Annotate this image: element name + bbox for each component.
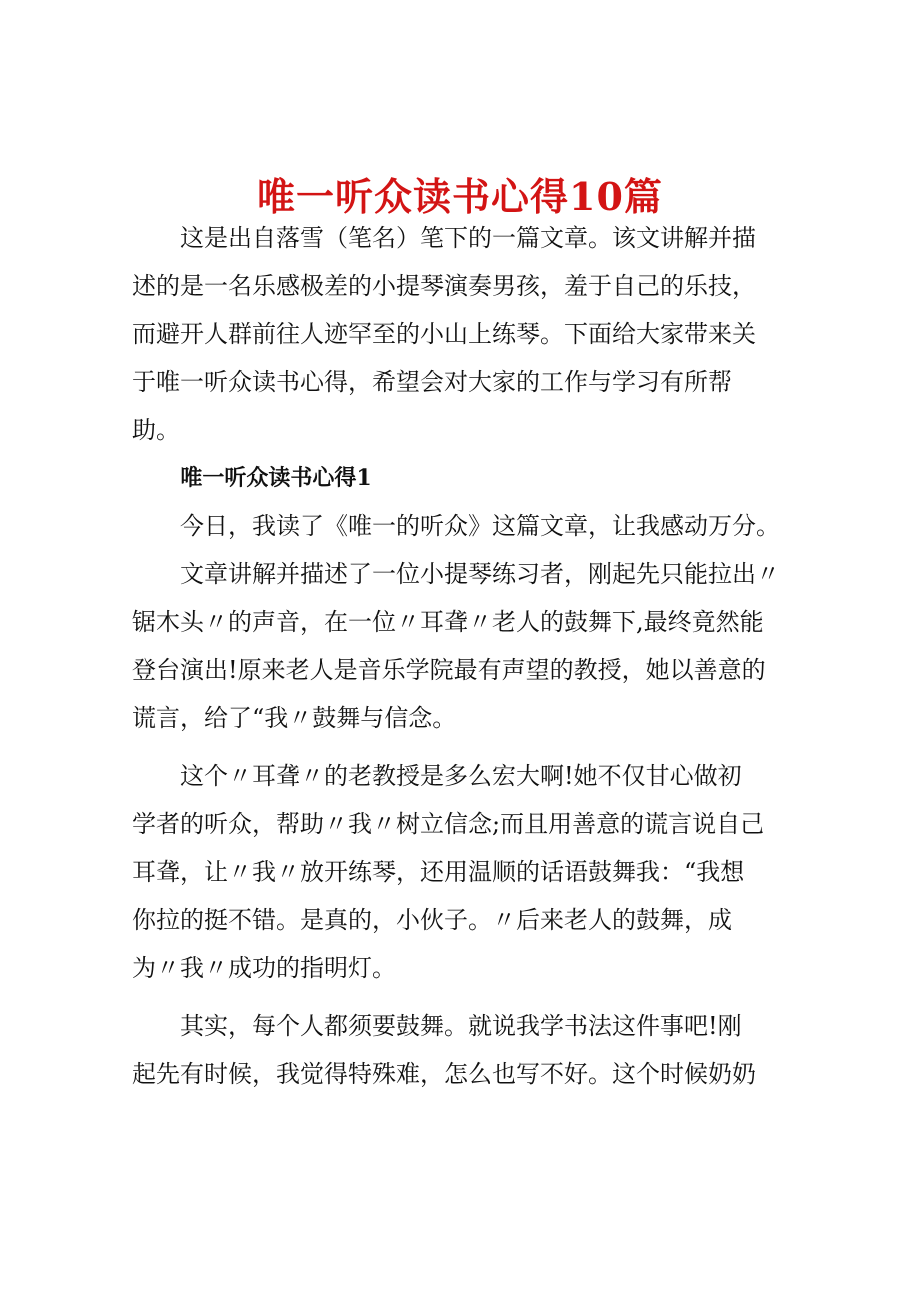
body-paragraph	[132, 502, 812, 550]
paragraph-line: 这个〃耳聋〃的老教授是多么宏大啊!她不仅甘心做初	[180, 762, 742, 790]
paragraph-line: 文章讲解并描述了一位小提琴练习者，刚起先只能拉出〃	[180, 560, 780, 588]
paragraph-line: 谎言，给了“我〃鼓舞与信念。	[132, 704, 457, 732]
body-paragraph	[132, 752, 812, 992]
intro-paragraph	[132, 214, 812, 454]
section-heading: 唯一听众读书心得1	[180, 465, 372, 491]
intro-line: 述的是一名乐感极差的小提琴演奏男孩，羞于自己的乐技，	[132, 272, 756, 300]
document-title: 唯一听众读书心得10篇	[257, 174, 663, 220]
paragraph-line: 为〃我〃成功的指明灯。	[132, 954, 396, 982]
body-paragraph	[132, 550, 812, 742]
paragraph-line: 耳聋，让〃我〃放开练琴，还用温顺的话语鼓舞我：“我想	[132, 858, 745, 886]
intro-line: 而避开人群前往人迹罕至的小山上练琴。下面给大家带来关	[132, 320, 756, 348]
intro-line: 助。	[132, 416, 180, 444]
body-paragraph	[132, 1002, 812, 1098]
paragraph-line: 锯木头〃的声音，在一位〃耳聋〃老人的鼓舞下,最终竟然能	[132, 608, 764, 636]
intro-line: 于唯一听众读书心得，希望会对大家的工作与学习有所帮	[132, 368, 732, 396]
intro-line: 这是出自落雪（笔名）笔下的一篇文章。该文讲解并描	[180, 224, 756, 252]
paragraph-line: 你拉的挺不错。是真的，小伙子。〃后来老人的鼓舞，成	[132, 906, 732, 934]
paragraph-line: 学者的听众，帮助〃我〃树立信念;而且用善意的谎言说自己	[132, 810, 765, 838]
document-body	[132, 214, 812, 1098]
paragraph-line: 今日，我读了《唯一的听众》这篇文章，让我感动万分。	[180, 512, 780, 540]
paragraph-line: 起先有时候，我觉得特殊难，怎么也写不好。这个时候奶奶	[132, 1060, 756, 1088]
paragraph-line: 登台演出!原来老人是音乐学院最有声望的教授，她以善意的	[132, 656, 766, 684]
paragraph-line: 其实，每个人都须要鼓舞。就说我学书法这件事吧!刚	[180, 1012, 742, 1040]
